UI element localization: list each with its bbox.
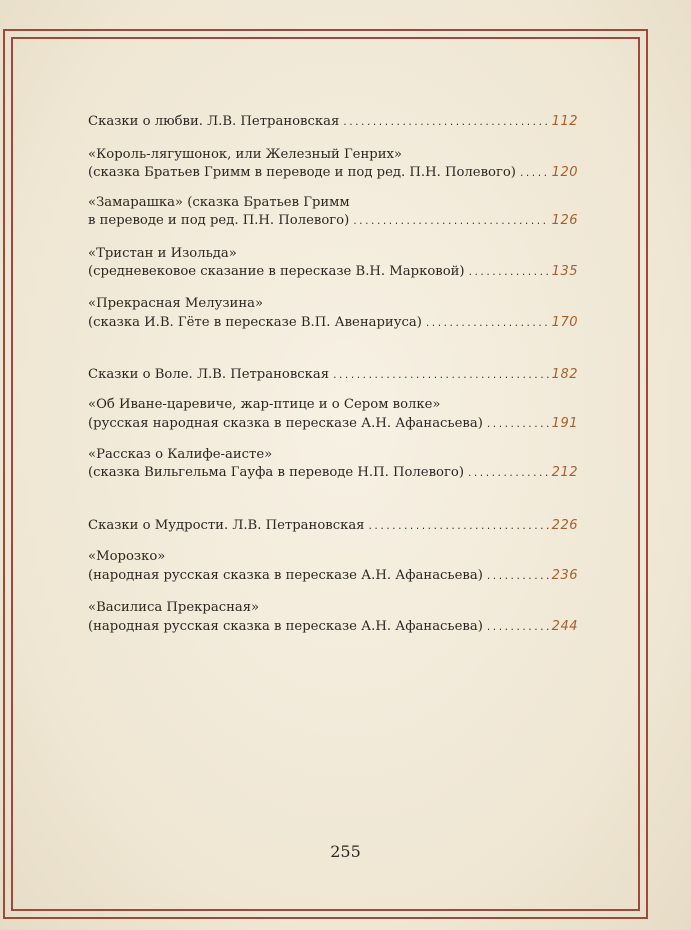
entry-title: «Василиса Прекрасная» [88, 600, 260, 615]
leader-dots [368, 517, 549, 537]
entry-note: (сказка Вильгельма Гауфа в переводе Н.П. Полевого) [88, 465, 464, 480]
leader-dots [519, 164, 549, 184]
entry-note-line [88, 211, 578, 231]
section-heading-wisdom [88, 516, 578, 536]
leader-dots [468, 263, 549, 283]
page-number-handwritten: 135 [551, 264, 578, 279]
entry-title: «Замарашка» (сказка Братьев Гримм [88, 195, 350, 210]
entry-note-line [88, 313, 578, 333]
leader-dots [425, 314, 549, 334]
page-number: 255 [330, 842, 361, 861]
section-heading-text: Сказки о Воле. Л.В. Петрановская [88, 367, 330, 382]
entry-note-line [88, 463, 578, 483]
leader-dots [342, 113, 548, 133]
entry-note: (сказка И.В. Гёте в пересказе В.П. Авенариуса) [88, 315, 422, 330]
page-number-handwritten: 126 [551, 213, 578, 228]
leader-dots [467, 464, 549, 484]
entry-title: «Прекрасная Мелузина» [88, 296, 264, 311]
entry-title: «Тристан и Изольда» [88, 246, 237, 261]
page-number-handwritten: 191 [551, 416, 578, 431]
section-heading-text: Сказки о Мудрости. Л.В. Петрановская [88, 518, 365, 533]
entry-title: «Король-лягушонок, или Железный Генрих» [88, 147, 403, 162]
entry-note-line [88, 262, 578, 282]
entry-note: (русская народная сказка в пересказе А.Н. Афанасьева) [88, 416, 483, 431]
entry-note-line [88, 414, 578, 434]
entry-note-line [88, 163, 578, 183]
page-number-handwritten: 226 [551, 518, 578, 533]
entry-title: «Об Иване-царевиче, жар-птице и о Сером волке» [88, 397, 441, 412]
page-number-handwritten: 244 [551, 619, 578, 634]
section-heading-text: Сказки о любви. Л.В. Петрановская [88, 114, 340, 129]
entry-note: (народная русская сказка в пересказе А.Н. Афанасьева) [88, 619, 483, 634]
entry-note-line [88, 566, 578, 586]
leader-dots [486, 567, 549, 587]
page-number-handwritten: 112 [551, 114, 578, 129]
leader-dots [332, 366, 549, 386]
page-number-handwritten: 212 [551, 465, 578, 480]
page-number-handwritten: 120 [551, 165, 578, 180]
entry-title: «Рассказ о Калифе-аисте» [88, 447, 273, 462]
leader-dots [352, 212, 548, 232]
entry-note: (средневековое сказание в пересказе В.Н. Марковой) [88, 264, 465, 279]
entry-title: «Морозко» [88, 549, 166, 564]
entry-note: (народная русская сказка в пересказе А.Н. Афанасьева) [88, 568, 483, 583]
page-number-handwritten: 236 [551, 568, 578, 583]
entry-note-line [88, 617, 578, 637]
entry-note: в переводе и под ред. П.Н. Полевого) [88, 213, 350, 228]
section-heading-love [88, 112, 578, 132]
leader-dots [486, 415, 549, 435]
entry-note: (сказка Братьев Гримм в переводе и под ред. П.Н. Полевого) [88, 165, 516, 180]
page-number-handwritten: 170 [551, 315, 578, 330]
page-number-handwritten: 182 [551, 367, 578, 382]
section-heading-will [88, 365, 578, 385]
leader-dots [486, 618, 549, 638]
